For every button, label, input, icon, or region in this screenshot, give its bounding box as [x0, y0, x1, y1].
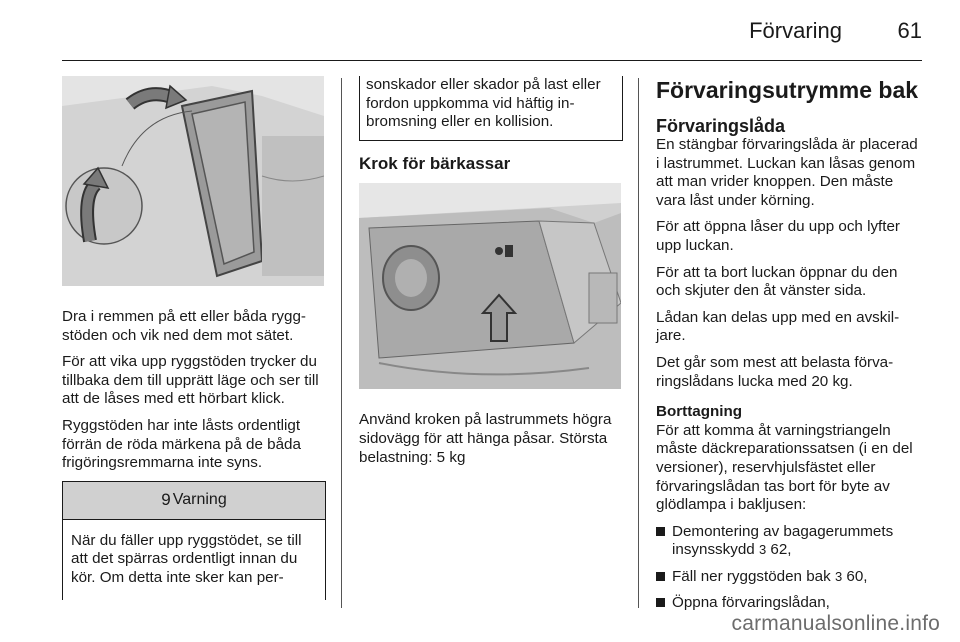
removal-heading: Borttagning [656, 403, 743, 421]
warning-header [63, 482, 325, 520]
section-title: Förvaringsutrymme bak [656, 77, 919, 103]
page-ref-icon: 3 [834, 568, 843, 584]
page-number: 61 [897, 18, 922, 43]
paragraph: För att vika upp ryggstöden trycker du tillbaka dem till upprätt läge och ser till att de låses med ett hörbart klick. [62, 353, 319, 408]
watermark: carmanualsonline.info [731, 612, 940, 635]
paragraph: Lådan kan delas upp med en avskiljare. [656, 308, 900, 345]
warning-title: Varning [172, 490, 227, 508]
paragraph: Dra i remmen på ett eller båda ryggstöden och vik ned dem mot sätet. [62, 308, 306, 344]
page-header [0, 0, 960, 64]
section-heading: Krok för bärkassar [359, 153, 511, 173]
header-rule [62, 60, 922, 61]
seatback-fold-illustration [62, 76, 324, 286]
bullet-icon [656, 598, 665, 607]
column-3 [656, 76, 922, 621]
step-list [656, 523, 922, 613]
list-item: Demontering av bagagerummets insynsskydd 3 62, [656, 523, 922, 560]
list-item: Öppna förvaringslådan, [656, 594, 922, 613]
paragraph: För att ta bort luckan öppnar du den och skjuter den åt vänster sida. [656, 263, 898, 300]
warning-continuation: sonskador eller skador på last eller fordon uppkomma vid häftig inbromsning eller en kollision. [359, 76, 623, 141]
paragraph: För att komma åt varningstriangeln måste däckreparationssatsen (i en del versioner), reservhjulsfästet eller förvaringslådan tas bort för byte av glödlampa i bakljusen: [656, 421, 913, 514]
column-2 [359, 76, 623, 475]
page-ref-link[interactable]: 62, [766, 541, 792, 559]
paragraph: Använd kroken på lastrummets högra sidovägg för att hänga påsar. Största belastning: 5 kg [359, 411, 612, 466]
warning-box [62, 481, 326, 600]
warning-body: När du fäller upp ryggstödet, se till att det spärras ordentligt innan du kör. Om detta inte sker kan per- [71, 531, 302, 586]
paragraph: Det går som mest att belasta förvaringslådans lucka med 20 kg. [656, 353, 894, 390]
column-1 [62, 76, 326, 600]
page-ref-link[interactable]: 60, [842, 567, 868, 585]
bag-hook-illustration [359, 183, 621, 389]
page-ref-icon: 3 [758, 542, 767, 558]
paragraph: För att öppna låser du upp och lyfter upp luckan. [656, 218, 900, 254]
column-divider [341, 78, 342, 608]
paragraph: Ryggstöden har inte låsts ordentligt förrän de röda märkena på de båda frigöringsremmarna inte syns. [62, 416, 301, 472]
column-divider [638, 78, 639, 608]
list-item: Fäll ner ryggstöden bak 3 60, [656, 568, 922, 587]
subsection-title: Förvaringslåda [656, 116, 786, 136]
bullet-icon [656, 572, 665, 581]
bullet-icon [656, 527, 665, 536]
warning-icon: 9 [161, 489, 171, 509]
paragraph: En stängbar förvaringslåda är placerad i lastrummet. Luckan kan låsas genom att man vrider knoppen. Den måste vara låst under körning. [656, 136, 918, 209]
page-title: Förvaring [749, 18, 842, 43]
